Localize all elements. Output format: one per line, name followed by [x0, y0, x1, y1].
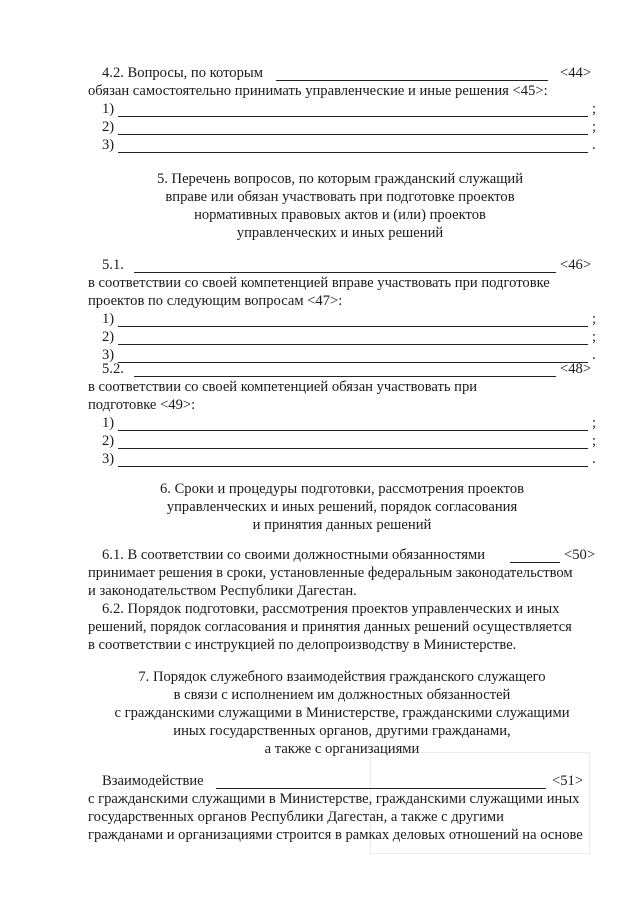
fill-line: [118, 362, 588, 363]
item-6-1-text: 6.1. В соответствии со своими должностными обязанностями: [102, 547, 486, 563]
item-5-1-text: проектов по следующим вопросам <47>:: [88, 293, 343, 309]
fill-line: [276, 80, 548, 81]
item-5-2-text: подготовке <49>:: [88, 397, 196, 413]
list-item-end: .: [592, 451, 596, 467]
section-5-heading-line: 5. Перечень вопросов, по которым гражданский служащий: [156, 171, 524, 187]
fill-line: [118, 448, 588, 449]
item-4-2-label: 4.2. Вопросы, по которым: [102, 65, 263, 81]
section-5-heading-line: нормативных правовых актов и (или) проектов: [194, 207, 486, 223]
section-7-heading-line: в связи с исполнением им должностных обязанностей: [173, 687, 511, 703]
list-item-num: 3): [102, 137, 115, 153]
fill-line: [118, 116, 588, 117]
item-6-2-text: 6.2. Порядок подготовки, рассмотрения проектов управленческих и иных: [102, 601, 560, 617]
list-item-num: 2): [102, 433, 115, 449]
item-5-2-text: в соответствии со своей компетенцией обязан участвовать при: [88, 379, 478, 395]
interaction-label: Взаимодействие: [102, 773, 204, 789]
list-item-num: 2): [102, 119, 115, 135]
list-item-end: ;: [592, 433, 597, 449]
item-6-1-text: и законодательством Республики Дагестан.: [88, 583, 357, 599]
item-5-1-label: 5.1.: [102, 257, 124, 273]
item-5-2-label: 5.2.: [102, 361, 124, 377]
fill-line: [216, 788, 546, 789]
fill-line: [118, 152, 588, 153]
list-item-num: 1): [102, 415, 115, 431]
ref-51: <51>: [552, 773, 584, 789]
section-6-heading-line: управленческих и иных решений, порядок согласования: [166, 499, 518, 515]
list-item-num: 1): [102, 101, 115, 117]
fill-line: [118, 344, 588, 345]
fill-line: [134, 376, 556, 377]
section-5-heading-line: управленческих и иных решений: [236, 225, 444, 241]
item-4-2-continuation: обязан самостоятельно принимать управленческие и иные решения <45>:: [88, 83, 548, 99]
section-7-heading-line: с гражданскими служащими в Министерстве, гражданскими служащими: [114, 705, 570, 721]
section-6-heading-line: 6. Сроки и процедуры подготовки, рассмотрения проектов: [159, 481, 525, 497]
section-7-heading-line: 7. Порядок служебного взаимодействия гражданского служащего: [138, 669, 546, 685]
list-item-end: ;: [592, 101, 597, 117]
list-item-num: 3): [102, 451, 115, 467]
ref-48: <48>: [560, 361, 592, 377]
list-item-num: 1): [102, 311, 115, 327]
list-item-end: ;: [592, 415, 597, 431]
fill-line: [510, 562, 560, 563]
item-6-2-text: решений, порядок согласования и принятия данных решений осуществляется: [88, 619, 572, 635]
fill-line: [134, 272, 556, 273]
list-item-end: .: [592, 137, 596, 153]
fill-line: [118, 430, 588, 431]
fill-line: [118, 466, 588, 467]
ref-46: <46>: [560, 257, 592, 273]
item-6-1-text: принимает решения в сроки, установленные федеральным законодательством: [88, 565, 573, 581]
list-item-end: ;: [592, 119, 597, 135]
section-6-heading-line: и принятия данных решений: [252, 517, 432, 533]
list-item-num: 3): [102, 347, 115, 363]
section-7-text: с гражданскими служащими в Министерстве, гражданскими служащими иных: [88, 791, 580, 807]
item-6-2-text: в соответствии с инструкцией по делопроизводству в Министерстве.: [88, 637, 517, 653]
ref-44: <44>: [560, 65, 592, 81]
fill-line: [118, 326, 588, 327]
fill-line: [118, 134, 588, 135]
section-7-text: гражданами и организациями строится в рамках деловых отношений на основе: [88, 827, 583, 843]
section-7-text: государственных органов Республики Дагестан, а также с другими: [88, 809, 504, 825]
section-5-heading-line: вправе или обязан участвовать при подготовке проектов: [165, 189, 515, 205]
list-item-num: 2): [102, 329, 115, 345]
item-5-1-text: в соответствии со своей компетенцией вправе участвовать при подготовке: [88, 275, 550, 291]
list-item-end: ;: [592, 311, 597, 327]
section-7-heading-line: а также с организациями: [264, 741, 420, 757]
list-item-end: .: [592, 347, 596, 363]
section-7-heading-line: иных государственных органов, другими гражданами,: [173, 723, 511, 739]
list-item-end: ;: [592, 329, 597, 345]
ref-50: <50>: [564, 547, 596, 563]
